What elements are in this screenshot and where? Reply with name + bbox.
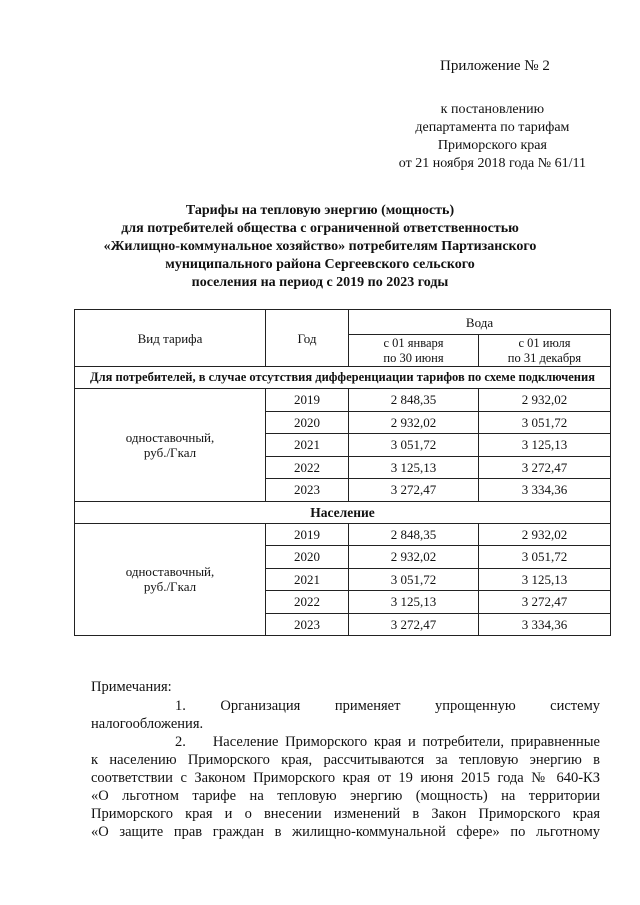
approval-line: департамента по тарифам [415, 120, 570, 135]
header-tariff-type: Вид тарифа [75, 310, 266, 367]
note-2-line: «О льготном тарифе на тепловую энергию (мощность) на территории [91, 788, 600, 804]
note-2-line: к населению Приморского края, рассчитываются за тепловую энергию в [91, 752, 600, 768]
tariff-first-half: 2 848,35 [349, 523, 479, 546]
notes-title: Примечания: [91, 679, 172, 695]
year-cell: 2022 [266, 591, 349, 614]
note-1-line: 1. Организация применяет упрощенную систему [175, 698, 600, 714]
note-2-line: «О защите прав граждан в жилищно-коммунальной сфере» по льготному [91, 824, 600, 840]
year-cell: 2021 [266, 568, 349, 591]
year-cell: 2019 [266, 523, 349, 546]
tariff-second-half: 2 932,02 [479, 389, 611, 412]
tariff-second-half: 3 051,72 [479, 546, 611, 569]
tariff-first-half: 3 051,72 [349, 568, 479, 591]
tariff-second-half: 3 125,13 [479, 568, 611, 591]
notes-section [91, 678, 600, 841]
year-cell: 2020 [266, 411, 349, 434]
tariff-first-half: 3 125,13 [349, 456, 479, 479]
tariff-first-half: 2 848,35 [349, 389, 479, 412]
tariff-second-half: 3 334,36 [479, 613, 611, 636]
approval-line: от 21 ноября 2018 года № 61/11 [398, 156, 586, 171]
approval-line: к постановлению [440, 102, 545, 117]
year-cell: 2023 [266, 479, 349, 502]
tariff-second-half: 3 125,13 [479, 434, 611, 457]
tariff-second-half: 3 272,47 [479, 591, 611, 614]
tariff-first-half: 3 125,13 [349, 591, 479, 614]
header-water: Вода [349, 310, 611, 335]
year-cell: 2021 [266, 434, 349, 457]
title-line: Тарифы на тепловую энергию (мощность) [185, 203, 455, 218]
title-line: муниципального района Сергеевского сельского [165, 257, 475, 272]
tariff-second-half: 2 932,02 [479, 523, 611, 546]
note-1-line: налогообложения. [91, 716, 204, 732]
tariff-first-half: 2 932,02 [349, 546, 479, 569]
tariff-first-half: 3 272,47 [349, 613, 479, 636]
tariff-second-half: 3 272,47 [479, 456, 611, 479]
year-cell: 2022 [266, 456, 349, 479]
note-2-line: 2. Население Приморского края и потребители, приравненные [175, 734, 600, 750]
table-row [75, 389, 611, 412]
header-year: Год [266, 310, 349, 367]
document-title [60, 202, 580, 292]
tariff-second-half: 3 334,36 [479, 479, 611, 502]
tariff-first-half: 2 932,02 [349, 411, 479, 434]
tariff-second-half: 3 051,72 [479, 411, 611, 434]
tariff-table [74, 309, 611, 636]
section-title-population: Население [75, 501, 611, 523]
year-cell: 2020 [266, 546, 349, 569]
header-first-half: с 01 января по 30 июня [349, 335, 479, 367]
tariff-type-label: одноставочный, руб./Гкал [75, 389, 266, 502]
title-line: «Жилищно-коммунальное хозяйство» потребителям Партизанского [103, 239, 537, 254]
title-line: поселения на период с 2019 по 2023 годы [191, 275, 449, 290]
note-2-line: Приморского края и о внесении изменений в Закон Приморского края [91, 806, 600, 822]
table-row [75, 523, 611, 546]
tariff-first-half: 3 272,47 [349, 479, 479, 502]
tariff-first-half: 3 051,72 [349, 434, 479, 457]
section-title-consumers: Для потребителей, в случае отсутствия дифференциации тарифов по схеме подключения [75, 367, 611, 389]
year-cell: 2019 [266, 389, 349, 412]
appendix-number: Приложение № 2 [440, 58, 550, 74]
header-second-half: с 01 июля по 31 декабря [479, 335, 611, 367]
title-line: для потребителей общества с ограниченной ответственностью [121, 221, 519, 236]
tariff-type-label: одноставочный, руб./Гкал [75, 523, 266, 636]
year-cell: 2023 [266, 613, 349, 636]
note-2-line: соответствии с Законом Приморского края от 19 июня 2015 года № 640-КЗ [91, 770, 600, 786]
approval-reference [399, 101, 586, 173]
approval-line: Приморского края [437, 138, 547, 153]
